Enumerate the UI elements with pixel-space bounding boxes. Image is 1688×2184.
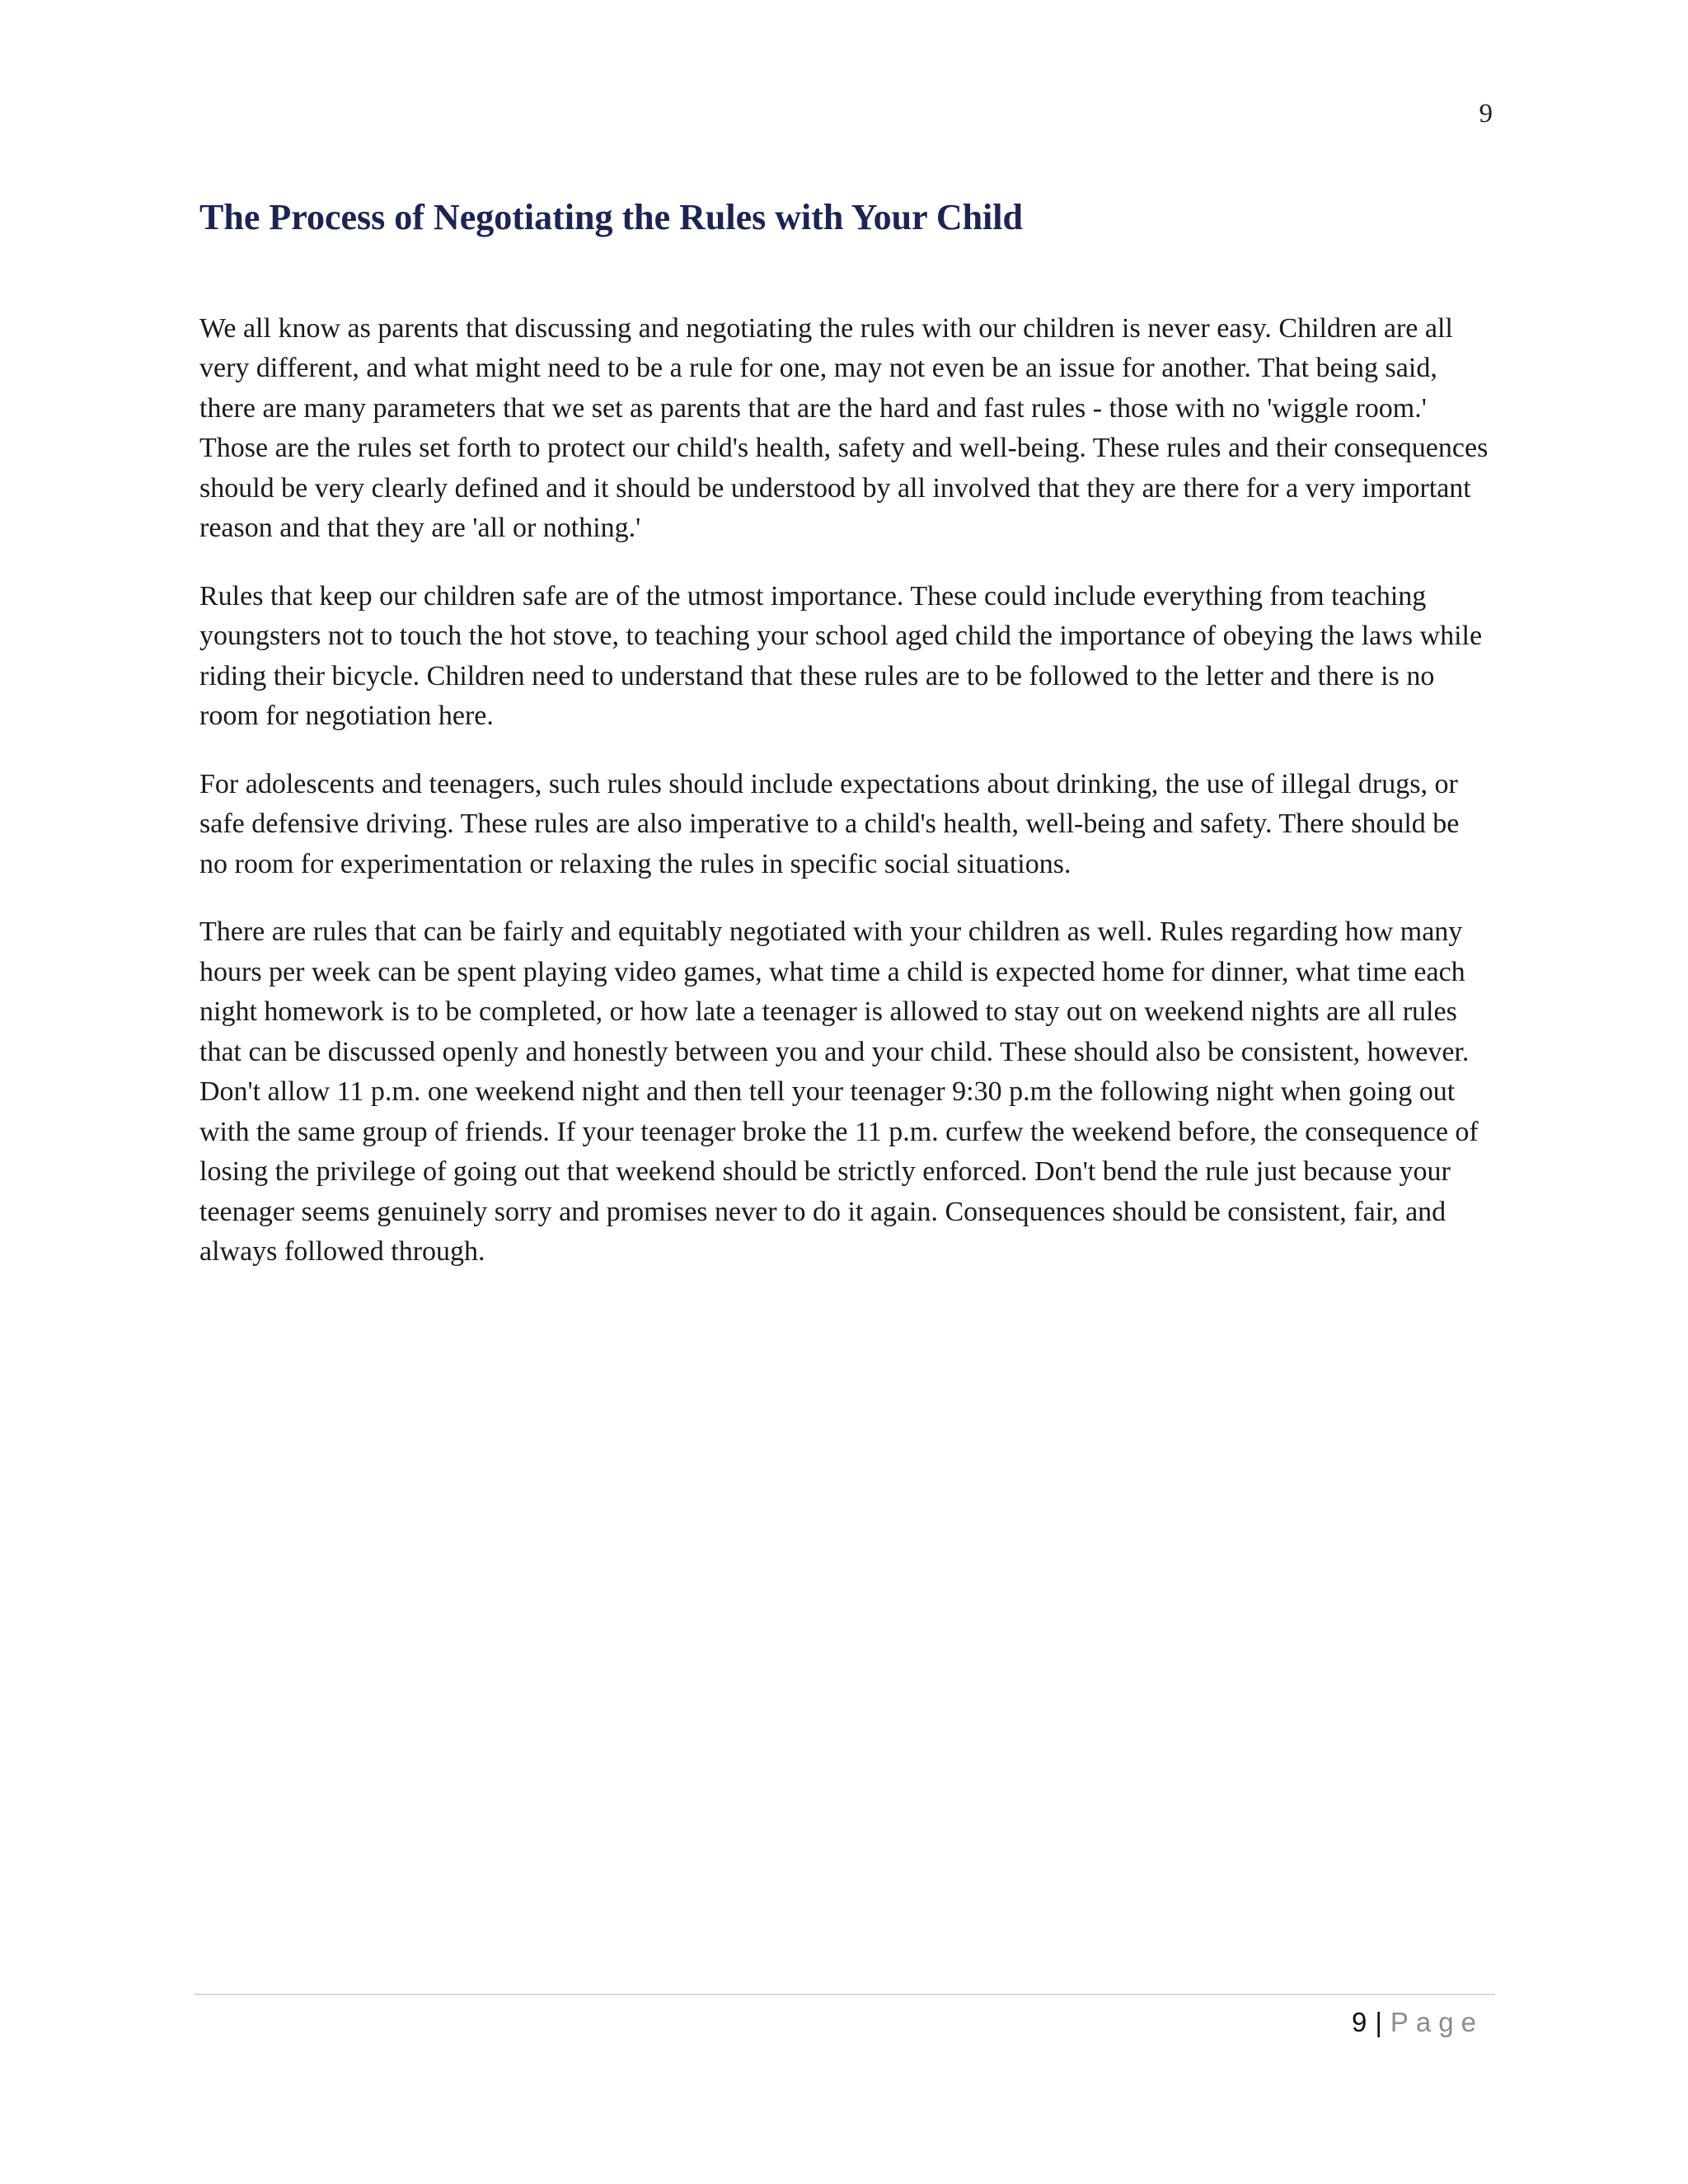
paragraph-3: For adolescents and teenagers, such rules should include expectations about drinking, the use of illegal drugs, or safe defensive driving. These rules are also imperative to a child's health, well-being and safety. There should be no room for experimentation or relaxing the rules in specific social situations. [199,768,1460,879]
header-page-number: 9 [1479,99,1493,129]
page-title: The Process of Negotiating the Rules with Your Child [199,197,1023,237]
paragraph-1: We all know as parents that discussing and negotiating the rules with our children is never easy. Children are all very different, and what might need to be a rule for one, may not even be an issue for another. That being said, there are many parameters that we set as parents that are the hard and fast rules - those with no 'wiggle room.' Those are the rules set forth to protect our child's health, safety and well-being. These rules and their consequences should be very clearly defined and it should be understood by all involved that they are there for a very important reason and that they are 'all or nothing.' [199,312,1489,544]
footer-page-word: Page [1390,2007,1484,2037]
paragraph-4: There are rules that can be fairly and equitably negotiated with your children as well. Rules regarding how many hours per week can be spent playing video games, what time a child is expected home for dinner, what time each night homework is to be completed, or how late a teenager is allowed to stay out on weekend nights are all rules that can be discussed openly and honestly between you and your child. These should also be consistent, however. Don't allow 11 p.m. one weekend night and then tell your teenager 9:30 p.m the following night when going out with the same group of friends. If your teenager broke the 11 p.m. curfew the weekend before, the consequence of losing the privilege of going out that weekend should be strictly enforced. Don't bend the rule just because your teenager seems genuinely sorry and promises never to do it again. Consequences should be consistent, fair, and always followed through. [199,916,1479,1268]
footer-separator: | [1375,2007,1382,2037]
footer-page-number: 9 [1351,2007,1367,2037]
document-body [199,196,1493,1301]
footer-page-label [1352,2007,1484,2038]
paragraph-2: Rules that keep our children safe are of the utmost importance. These could include everything from teaching youngsters not to touch the hot stove, to teaching your school aged child the importance of obeying the laws while riding their bicycle. Children need to understand that these rules are to be followed to the letter and there is no room for negotiation here. [199,580,1483,732]
page-footer [195,1994,1495,2037]
